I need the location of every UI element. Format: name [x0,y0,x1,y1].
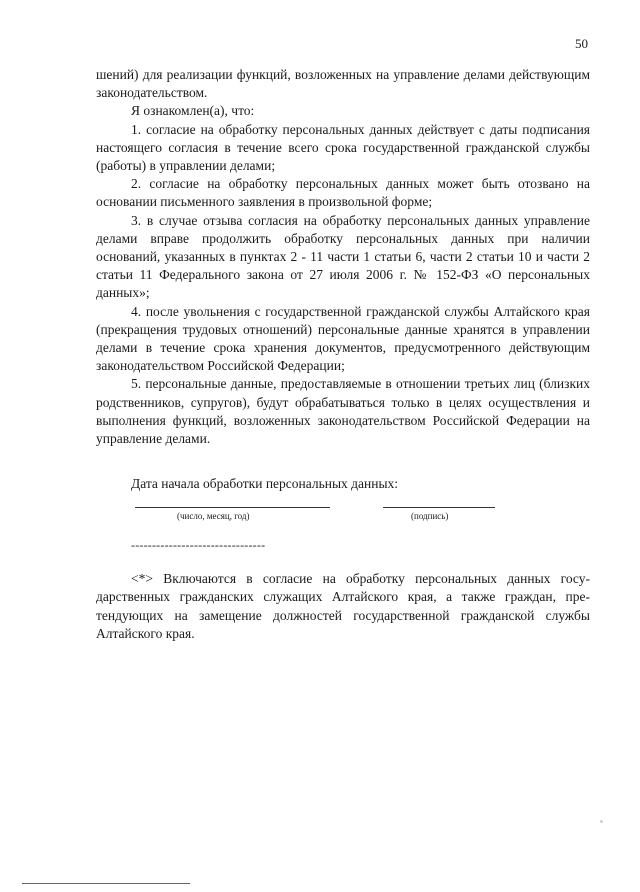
scan-speck [600,820,603,823]
date-caption: (число, месяц, год) [177,511,250,521]
footnote-separator: -------------------------------- [131,538,266,552]
paragraph-acknowledgement: Я ознакомлен(а), что: [131,103,255,119]
paragraph-item-3: 3. в случае отзыва согласия на обработку персональных данных управление делами вправе продолжить обработку персональных данных при наличии оснований, указанных в пунктах 2 - 11 части 1 статьи 6, части 2 статьи 10 и части 2 статьи 11 Федерального закона от 27 июля 2006 г. № 152-ФЗ «О персональных данных»; [96,212,590,301]
bottom-rule [22,883,190,884]
signature-caption: (подпись) [411,511,449,521]
paragraph-item-5: 5. персональные данные, предоставляемые в отношении третьих лиц (близких родственников, супругов), будут обрабатываться только в целях осуществления и выполнения функций, возложенных законодательством Российской Федерации на управление делами. [96,376,590,447]
date-signature-line [135,507,330,508]
body-text [96,66,590,448]
page-number: 50 [575,36,588,51]
signature-line [383,507,495,508]
paragraph-item-4: 4. после увольнения с государственной гражданской службы Алтайского края (прекращения трудовых отношений) персональные данные хранятся в управлении делами в течение срока хранения документов, предусмотренного действующим законодательством Российской Федерации; [96,303,590,374]
footnote-text: <*> Включаются в согласие на обработку персональных данных государственных гражданских служащих Алтайского края, а также граждан, претендующих на замещение должностей государственной гражданской службы Алтайского края. [96,571,590,642]
paragraph-item-2: 2. согласие на обработку персональных данных может быть отозвано на основании письменного заявления в произвольной форме; [96,176,590,210]
paragraph-item-1: 1. согласие на обработку персональных данных действует с даты подписания настоящего согласия в течение всего срока государственной гражданской службы (работы) в управлении делами; [96,121,590,174]
processing-start-date-label: Дата начала обработки персональных данных: [131,476,399,491]
paragraph-continuation: шений) для реализации функций, возложенных на управление делами действующим законодательством. [96,67,590,101]
